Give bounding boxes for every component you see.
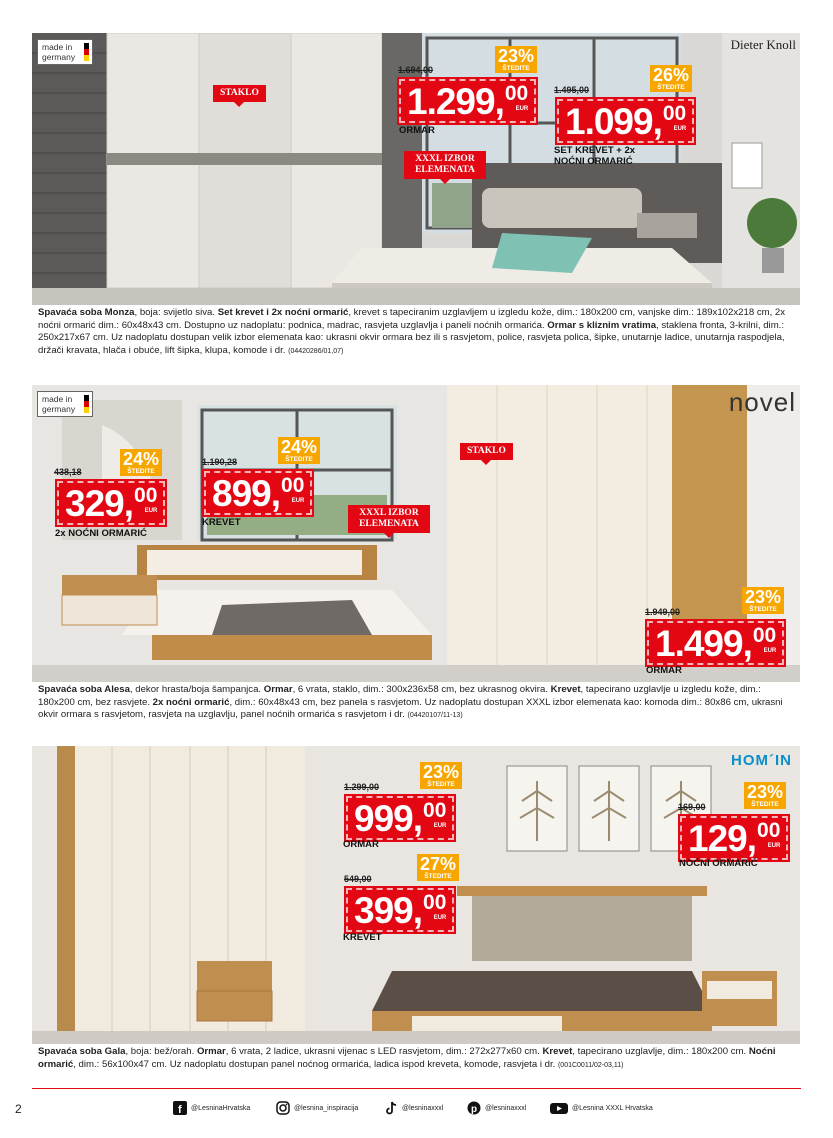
- discount-percent: 24%: [123, 449, 160, 469]
- product-description: [32, 1044, 800, 1076]
- desc-text: , boja: svijetlo siva.: [134, 307, 218, 318]
- price-box: [346, 796, 454, 840]
- discount-badge: [278, 437, 320, 464]
- pinterest-handle: @lesninaxxxl: [485, 1104, 527, 1112]
- discount-percent: 27%: [420, 854, 457, 874]
- tag-xxxl-choice: XXXL IZBOR ELEMENATA: [348, 505, 430, 533]
- desc-text: , staklena fronta, 3-krilni, dim.: 250x217x67 cm. Uz nadoplatu dostupan velik izbor elemenata kao: ukrasni okvir ormara bez ili s rasvjetom, police, rasvjeta polica, šipke, unutarnje ladice, unutarnja raspodjela, držači kravata, hlača i obuće, lift šipka, klupa, komode i dr.: [38, 319, 785, 356]
- discount-percent: 23%: [745, 587, 782, 607]
- old-price: 438,18: [54, 467, 82, 477]
- price-box: [399, 79, 536, 123]
- save-label: ŠTEDITE: [285, 456, 313, 463]
- facebook-handle: @LesninaHrvatska: [191, 1104, 251, 1112]
- footer-divider: [32, 1088, 801, 1089]
- svg-text:p: p: [471, 1104, 478, 1115]
- save-label: ŠTEDITE: [657, 84, 685, 91]
- price-decimals: 00: [504, 82, 529, 105]
- desc-text: , dekor hrasta/boja šampanjca.: [129, 684, 264, 695]
- save-label: ŠTEDITE: [751, 801, 779, 808]
- made-in-germany-badge: [37, 391, 93, 417]
- desc-title: Spavaća soba Gala: [38, 1046, 126, 1057]
- product-label: SET KREVET + 2x NOĆNI ORMARIĆ: [554, 145, 636, 167]
- brand-logo-dieter-knoll: Dieter Knoll: [730, 37, 796, 52]
- price-integer: 999,: [354, 798, 423, 839]
- pinterest-link[interactable]: [467, 1101, 526, 1115]
- old-price: 169,00: [678, 802, 706, 812]
- desc-bold: Set krevet i 2x noćni ormarić: [217, 307, 349, 318]
- product-label: KREVET: [343, 932, 382, 943]
- discount-percent: 26%: [653, 65, 690, 85]
- discount-badge: [495, 46, 537, 73]
- price-integer: 129,: [688, 818, 757, 859]
- product-panel-alesa: [32, 385, 800, 725]
- instagram-link[interactable]: [276, 1101, 358, 1115]
- youtube-handle: @Lesnina XXXL Hrvatska: [572, 1104, 653, 1112]
- price-box: [557, 99, 694, 143]
- price-integer: 1.299,: [407, 81, 504, 122]
- currency-label: EUR: [763, 648, 777, 654]
- currency-label: EUR: [144, 508, 158, 514]
- desc-text: , dim.: 56x100x47 cm. Uz nadoplatu dostupan panel noćnog ormarića, ladica ispod kreveta, komode, rasvjeta i dr.: [73, 1058, 556, 1070]
- product-label: ORMAR: [399, 125, 435, 136]
- discount-percent: 23%: [498, 46, 535, 66]
- discount-percent: 23%: [423, 762, 460, 782]
- price-decimals: 00: [662, 102, 687, 125]
- save-label: ŠTEDITE: [502, 65, 530, 72]
- tag-glass: STAKLO: [213, 85, 266, 102]
- desc-bold: 2x noćni ormarić: [152, 696, 230, 708]
- product-code: (001C0011/02-03,11): [557, 1061, 624, 1069]
- youtube-icon: [550, 1101, 568, 1115]
- desc-text: , 6 vrata, staklo, dim.: 300x236x58 cm, bez ukrasnog okvira.: [292, 684, 551, 695]
- old-price: 1.190,28: [202, 457, 238, 467]
- instagram-icon: [276, 1101, 290, 1115]
- facebook-link[interactable]: [173, 1101, 250, 1115]
- price-integer: 899,: [212, 473, 281, 514]
- tag-glass: STAKLO: [460, 443, 513, 460]
- price-integer: 329,: [65, 483, 134, 524]
- price-decimals: 00: [134, 484, 158, 507]
- old-price: 549,00: [344, 874, 372, 884]
- desc-text: , tapecirano uzglavlje, dim.: 180x200 cm.: [572, 1046, 749, 1057]
- germany-flag-icon: [84, 395, 89, 413]
- currency-label: EUR: [767, 843, 781, 849]
- svg-text:f: f: [178, 1104, 182, 1115]
- price-box: [647, 621, 784, 665]
- product-description: [32, 682, 800, 725]
- tag-xxxl-choice: XXXL IZBOR ELEMENATA: [404, 151, 486, 179]
- price-integer: 1.499,: [655, 623, 752, 664]
- price-box: [680, 816, 788, 860]
- currency-label: EUR: [673, 126, 687, 132]
- desc-text: , tapecirano uzglavlje u izgledu kože, dim.: 180x200 cm, bez rasvjete.: [38, 684, 761, 708]
- discount-percent: 23%: [747, 782, 784, 802]
- old-price: 1.495,00: [554, 85, 590, 95]
- discount-badge: [420, 762, 462, 789]
- currency-label: EUR: [291, 498, 305, 504]
- desc-text: , 6 vrata, 2 ladice, ukrasni vijenac s LED rasvjetom, dim.: 272x277x60 cm.: [225, 1046, 543, 1057]
- tiktok-icon: [384, 1101, 398, 1115]
- instagram-handle: @lesnina_inspiracija: [294, 1104, 359, 1112]
- product-description: [32, 305, 800, 363]
- save-label: ŠTEDITE: [427, 781, 455, 788]
- save-label: ŠTEDITE: [424, 873, 452, 880]
- product-label: KREVET: [202, 517, 241, 528]
- price-decimals: 00: [757, 819, 781, 842]
- product-label: ORMAR: [646, 665, 682, 676]
- desc-text: , krevet s tapeciranim uzglavljem u izgledu kože, dim.: 180x200 cm, vanjske dim.: 189x102x218 cm, 2x noćni ormarić dim.: 60x48x43 cm. Dostupno uz nadoplatu: podnica, madrac, rasvjeta uzglavlja i paneli noćnih ormarića.: [38, 307, 786, 331]
- price-decimals: 00: [752, 624, 777, 647]
- product-label: 2x NOĆNI ORMARIĆ: [55, 528, 147, 539]
- desc-bold: Ormar s kliznim vratima: [547, 319, 657, 331]
- product-label: NOĆNI ORMARIĆ: [679, 858, 758, 869]
- old-price: 1.949,00: [645, 607, 681, 617]
- facebook-icon: [173, 1101, 187, 1115]
- made-in-text: made in germany: [42, 394, 76, 414]
- youtube-link[interactable]: [550, 1101, 653, 1115]
- made-in-germany-badge: [37, 39, 93, 65]
- product-panel-gala: [32, 746, 800, 1076]
- pinterest-icon: [467, 1101, 481, 1115]
- desc-bold: Krevet: [550, 684, 581, 695]
- discount-badge: [120, 449, 162, 476]
- brand-logo-homin: HOM´IN: [731, 752, 792, 769]
- discount-badge: [417, 854, 459, 881]
- currency-label: EUR: [515, 106, 529, 112]
- desc-bold: Ormar: [196, 1046, 226, 1057]
- tiktok-link[interactable]: [384, 1101, 443, 1115]
- price-box: [346, 888, 454, 932]
- desc-text: , boja: bež/orah.: [125, 1046, 197, 1057]
- price-box: [57, 481, 165, 525]
- brand-logo-novel: novel: [728, 387, 796, 417]
- currency-label: EUR: [433, 823, 447, 829]
- discount-badge: [742, 587, 784, 614]
- desc-bold: Noćni ormarić: [38, 1046, 776, 1070]
- price-box: [204, 471, 312, 515]
- desc-title: Spavaća soba Monza: [38, 307, 135, 318]
- price-integer: 399,: [354, 890, 423, 931]
- page-number: 2: [15, 1102, 22, 1116]
- discount-badge: [650, 65, 692, 92]
- discount-percent: 24%: [281, 437, 318, 457]
- currency-label: EUR: [433, 915, 447, 921]
- old-price: 1.299,00: [344, 782, 380, 792]
- tiktok-handle: @lesninaxxxl: [402, 1104, 444, 1112]
- product-code: (04420107/11-13): [407, 712, 463, 719]
- desc-bold: Krevet: [542, 1046, 573, 1057]
- discount-badge: [744, 782, 786, 809]
- save-label: ŠTEDITE: [127, 468, 155, 475]
- desc-bold: Ormar: [263, 684, 293, 695]
- product-label: ORMAR: [343, 839, 379, 850]
- product-code: (04420286/01,07): [288, 347, 344, 355]
- price-integer: 1.099,: [565, 101, 662, 142]
- save-label: ŠTEDITE: [749, 606, 777, 613]
- old-price: 1.694,00: [398, 65, 434, 75]
- made-in-text: made in germany: [42, 42, 76, 62]
- desc-text: , dim.: 60x48x43 cm, bez panela s rasvjetom. Uz nadoplatu dostupan XXXL izbor elemenata kao: komoda dim.: 80x86 cm, ukrasni okvir ormara s rasvjetom, rasvjeta na uzglavlju, panel noćnih ormarića s rasvjetom i dr.: [38, 696, 783, 720]
- product-panel-monza: [32, 33, 800, 363]
- price-decimals: 00: [423, 891, 447, 914]
- germany-flag-icon: [84, 43, 89, 61]
- price-decimals: 00: [423, 799, 447, 822]
- price-decimals: 00: [281, 474, 305, 497]
- desc-title: Spavaća soba Alesa: [38, 684, 130, 695]
